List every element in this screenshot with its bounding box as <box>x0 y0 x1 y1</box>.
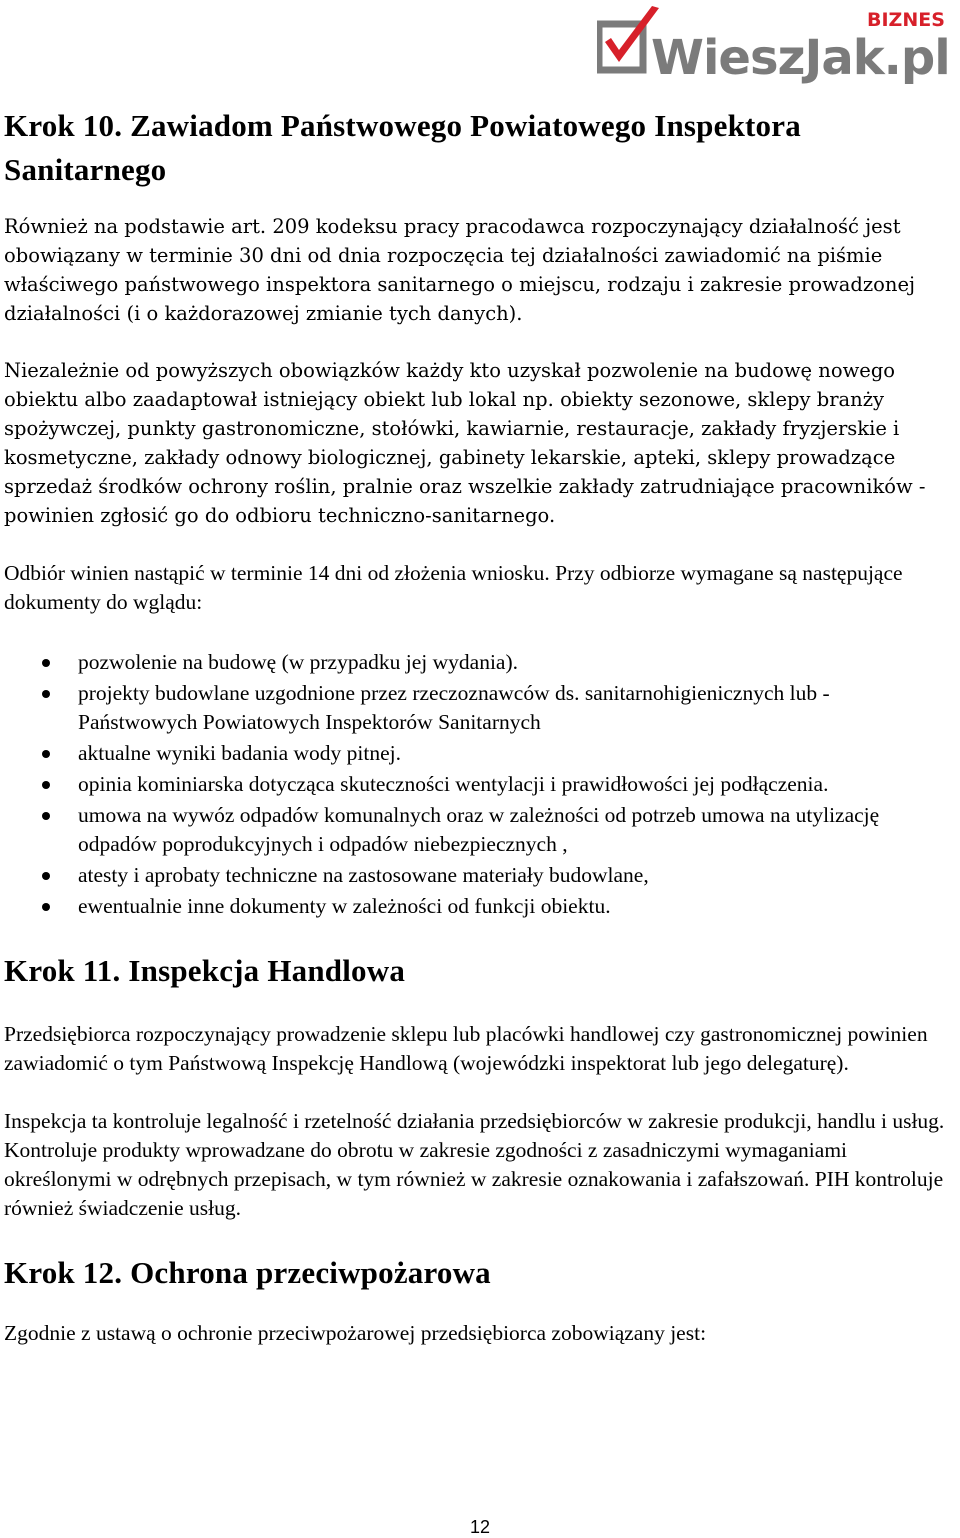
bullet-icon <box>42 659 50 667</box>
krok11-heading: Krok 11. Inspekcja Handlowa <box>4 953 406 988</box>
bullet-icon <box>42 812 50 820</box>
list-item <box>4 770 952 799</box>
krok11-paragraph-2: Inspekcja ta kontroluje legalność i rzetelność działania przedsiębiorców w zakresie produkcji, handlu i usług. Kontroluje produkty wprowadzane do obrotu w zakresie zgodności z zasadniczymi wymaganiami określonymi w odrębnych przepisach, w tym również w zakresie oznakowania i zafałszowań. PIH kontroluje również świadczenie usług. <box>4 1109 945 1220</box>
list-item-text: pozwolenie na budowę (w przypadku jej wydania). <box>78 650 519 674</box>
list-item <box>4 801 952 859</box>
krok12-heading: Krok 12. Ochrona przeciwpożarowa <box>4 1255 491 1290</box>
wieszjak-logo <box>597 4 952 84</box>
list-item <box>4 739 952 768</box>
page-number: 12 <box>469 1517 491 1537</box>
list-item-text: projekty budowlane uzgodnione przez rzeczoznawców ds. sanitarnohigienicznych lub - Państwowych Powiatowych Inspektorów Sanitarnych <box>78 681 830 734</box>
logo-tag-text: BIZNES <box>867 9 945 31</box>
krok10-heading: Krok 10. Zawiadom Państwowego Powiatowego Inspektora Sanitarnego <box>4 108 801 187</box>
list-item-text: umowa na wywóz odpadów komunalnych oraz w zależności od potrzeb umowa na utylizację odpadów poprodukcyjnych i odpadów niebezpiecznych , <box>78 803 880 856</box>
list-item-text: opinia kominiarska dotycząca skuteczności wentylacji i prawidłowości jej podłączenia. <box>78 772 829 796</box>
krok11-paragraph-1: Przedsiębiorca rozpoczynający prowadzenie sklepu lub placówki handlowej czy gastronomicznej powinien zawiadomić o tym Państwową Inspekcję Handlową (wojewódzki inspektorat lub jego delegaturę). <box>4 1022 928 1075</box>
bullet-icon <box>42 903 50 911</box>
krok10-paragraph-2: Niezależnie od powyższych obowiązków każdy kto uzyskał pozwolenie na budowę nowego obiektu albo zaadaptował istniejący obiekt lub lokal np. obiekty sezonowe, sklepy branży spożywczej, punkty gastronomiczne, stołówki, kawiarnie, restauracje, zakłady fryzjerskie i kosmetyczne, zakłady odnowy biologicznej, gabinety lekarskie, apteki, sklepy prowadzące sprzedaż środków ochrony roślin, pralnie oraz wszelkie zakłady zatrudniające pracowników - powinien zgłosić go do odbioru techniczno-sanitarnego. <box>4 359 926 527</box>
list-item <box>4 861 952 890</box>
logo-brand-text: WieszJak.pl <box>651 30 950 84</box>
list-item-text: ewentualnie inne dokumenty w zależności od funkcji obiektu. <box>78 894 611 918</box>
list-item-text: aktualne wyniki badania wody pitnej. <box>78 741 402 765</box>
required-documents-list <box>4 648 952 921</box>
document-body <box>4 104 952 1348</box>
list-item <box>4 648 952 677</box>
bullet-icon <box>42 750 50 758</box>
list-item <box>4 679 952 737</box>
list-item <box>4 892 952 921</box>
krok12-paragraph-1: Zgodnie z ustawą o ochronie przeciwpożarowej przedsiębiorca zobowiązany jest: <box>4 1321 707 1345</box>
krok10-paragraph-3: Odbiór winien nastąpić w terminie 14 dni od złożenia wniosku. Przy odbiorze wymagane są następujące dokumenty do wglądu: <box>4 561 903 614</box>
bullet-icon <box>42 690 50 698</box>
krok10-paragraph-1: Również na podstawie art. 209 kodeksu pracy pracodawca rozpoczynający działalność jest obowiązany w terminie 30 dni od dnia rozpoczęcia tej działalności zawiadomić na piśmie właściwego państwowego inspektora sanitarnego o miejscu, rodzaju i zakresie prowadzonej działalności (i o każdorazowej zmianie tych danych). <box>4 215 916 325</box>
logo-graphic <box>597 4 952 84</box>
bullet-icon <box>42 781 50 789</box>
list-item-text: atesty i aprobaty techniczne na zastosowane materiały budowlane, <box>78 863 649 887</box>
bullet-icon <box>42 872 50 880</box>
